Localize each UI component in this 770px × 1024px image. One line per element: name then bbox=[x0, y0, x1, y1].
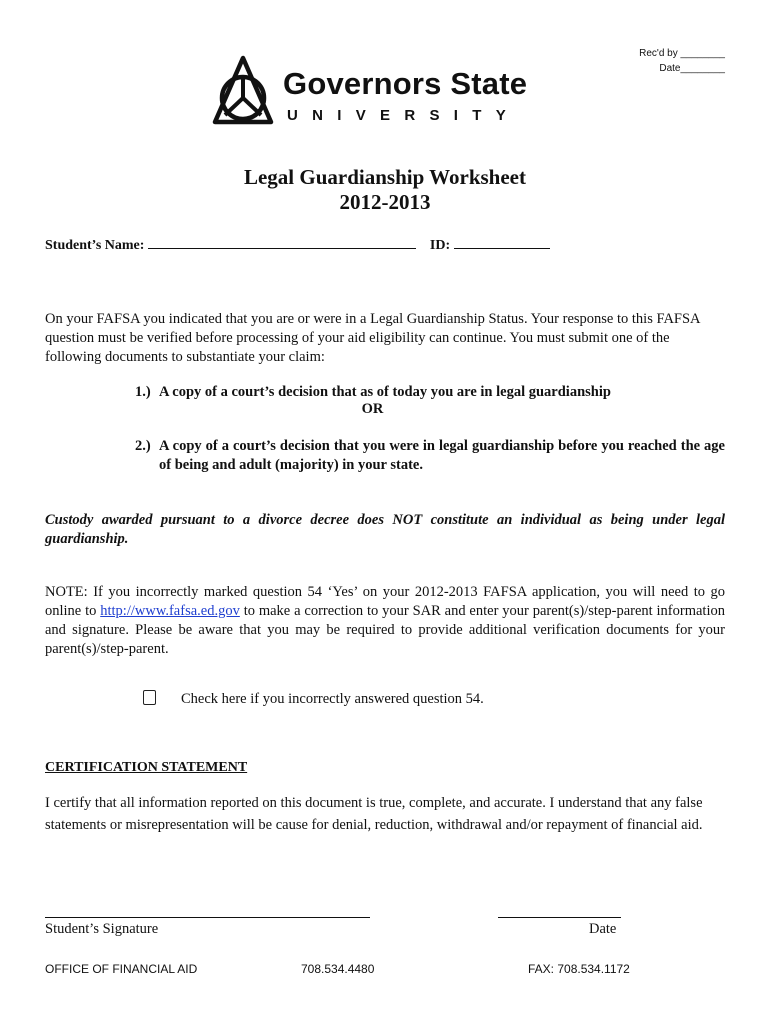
recd-date-field: Date________ bbox=[659, 63, 725, 74]
note-text-after: to make a correction to your SAR and enter your parent(s)/step-parent information and signature. Please be aware that you may be required to provide additional verification documents for your parent(s)/step-parent. bbox=[45, 603, 725, 657]
or-separator: OR bbox=[361, 401, 384, 417]
student-id-field[interactable] bbox=[454, 236, 550, 249]
page-year: 2012-2013 bbox=[339, 190, 431, 214]
incorrect-answer-checkbox[interactable] bbox=[143, 690, 156, 705]
option-text: A copy of a court’s decision that as of today you are in legal guardianship bbox=[159, 384, 611, 400]
fafsa-note bbox=[45, 583, 725, 659]
student-id-label: ID: bbox=[429, 238, 451, 253]
date-label: Date bbox=[589, 921, 617, 937]
logo-subtitle: UNIVERSITY bbox=[287, 107, 521, 124]
footer-phone: 708.534.4480 bbox=[301, 962, 375, 976]
option-number: 2.) bbox=[135, 438, 151, 454]
option-text: A copy of a court’s decision that you were in legal guardianship before you reached the age of being and adult (majority) in your state. bbox=[159, 438, 725, 473]
checkbox-label: Check here if you incorrectly answered question 54. bbox=[181, 691, 484, 707]
student-info-line bbox=[45, 236, 550, 254]
student-name-label: Student’s Name: bbox=[45, 238, 145, 253]
option-item bbox=[135, 383, 725, 402]
date-line[interactable] bbox=[498, 917, 621, 918]
received-stamp bbox=[639, 46, 725, 76]
option-number: 1.) bbox=[135, 384, 151, 400]
certification-text: I certify that all information reported on this document is true, complete, and accurate. I understand that any false statements or misrepresentation will be cause for denial, reduction, withdrawal and/or repayment of financial aid. bbox=[45, 795, 703, 833]
custody-note: Custody awarded pursuant to a divorce decree does NOT constitute an individual as being under legal guardianship. bbox=[45, 512, 725, 547]
signature-label: Student’s Signature bbox=[45, 921, 159, 937]
note-text-before: NOTE: If you incorrectly marked question 54 ‘Yes’ on your 2012-2013 FAFSA application, you will need to go online to bbox=[45, 584, 725, 619]
fafsa-link[interactable]: http://www.fafsa.ed.gov bbox=[100, 603, 240, 619]
option-item bbox=[135, 437, 725, 475]
logo-wordmark: Governors State bbox=[283, 66, 528, 101]
footer-office: OFFICE OF FINANCIAL AID bbox=[45, 962, 198, 976]
intro-paragraph: On your FAFSA you indicated that you are or were in a Legal Guardianship Status. Your response to this FAFSA question must be verified before processing of your aid eligibility can continue. You must submit one of the following documents to substantiate your claim: bbox=[45, 311, 700, 365]
footer-fax: FAX: 708.534.1172 bbox=[528, 962, 630, 976]
page-title: Legal Guardianship Worksheet bbox=[243, 165, 526, 189]
student-name-field[interactable] bbox=[148, 236, 416, 249]
signature-line[interactable] bbox=[45, 917, 370, 918]
recd-by-field: Rec'd by ________ bbox=[639, 48, 725, 59]
university-logo-icon bbox=[210, 55, 276, 127]
certification-heading: CERTIFICATION STATEMENT bbox=[45, 760, 248, 775]
